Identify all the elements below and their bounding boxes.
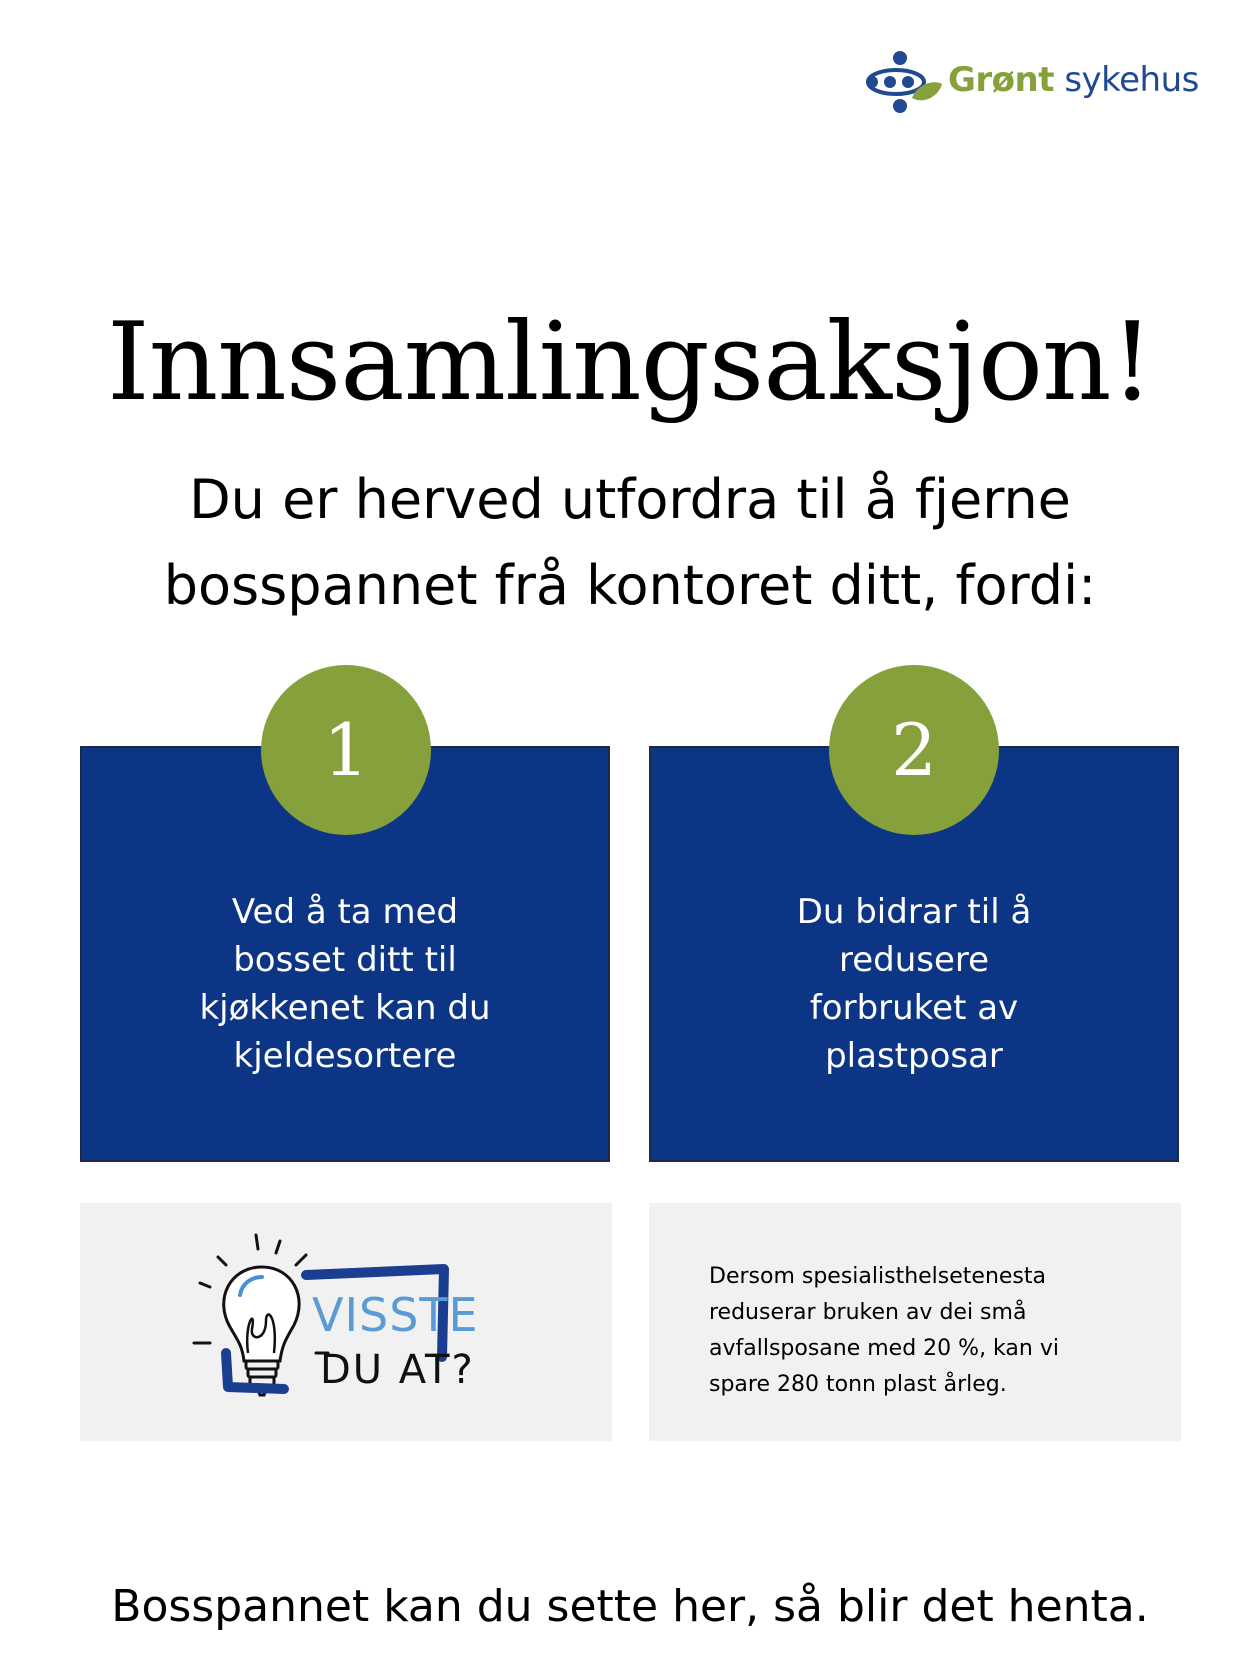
- fact-line: spare 280 tonn plast årleg.: [709, 1372, 1007, 1397]
- reason-line: Du bidrar til å: [796, 892, 1032, 932]
- reason-text-2: [651, 888, 1177, 1080]
- reason-line: kjøkkenet kan du: [199, 988, 491, 1028]
- fact-line: avfallsposane med 20 %, kan vi: [709, 1336, 1059, 1361]
- footer-instruction: Bosspannet kan du sette her, så blir det henta.: [111, 1581, 1149, 1632]
- subtitle-line: bosspannet frå kontoret ditt, fordi:: [163, 554, 1097, 617]
- brand-name-blue: sykehus: [1064, 60, 1199, 100]
- brand-name-green: Grønt: [948, 60, 1054, 100]
- fact-line: Dersom spesialisthelsetenesta: [709, 1264, 1046, 1289]
- did-you-know-fact-panel: [649, 1203, 1181, 1441]
- reason-line: kjeldesortere: [233, 1036, 457, 1076]
- reason-line: forbruket av: [809, 988, 1019, 1028]
- page-subtitle: [60, 457, 1200, 629]
- visste-lettering: VISSTE: [312, 1288, 479, 1342]
- brand-name: [948, 60, 1199, 100]
- lightbulb-icon: [80, 1203, 612, 1441]
- reason-line: Ved å ta med: [231, 892, 459, 932]
- reason-text-1: [82, 888, 608, 1080]
- reason-number-badge-1: 1: [261, 665, 431, 835]
- subtitle-line: Du er herved utfordra til å fjerne: [189, 468, 1071, 531]
- du-at-lettering: DU AT?: [320, 1347, 475, 1393]
- page-title: Innsamlingsaksjon!: [107, 300, 1153, 425]
- brand-logo: [860, 46, 1199, 122]
- fact-text: [709, 1259, 1149, 1403]
- did-you-know-illustration-panel: [80, 1203, 612, 1441]
- molecule-leaf-logo-icon: [860, 46, 950, 122]
- reason-number-badge-2: 2: [829, 665, 999, 835]
- reason-line: bosset ditt til: [233, 940, 457, 980]
- reason-line: redusere: [838, 940, 990, 980]
- fact-line: reduserar bruken av dei små: [709, 1300, 1027, 1325]
- reason-line: plastposar: [825, 1036, 1003, 1076]
